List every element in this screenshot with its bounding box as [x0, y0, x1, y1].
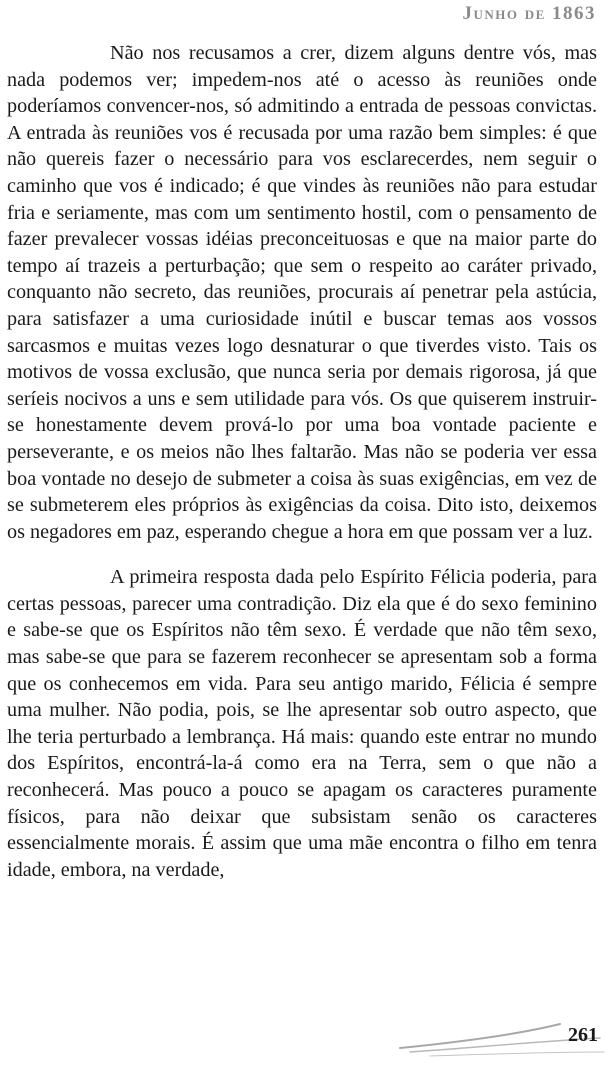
page-footer [0, 1012, 606, 1062]
body-text [7, 40, 597, 883]
page-number: 261 [568, 1024, 598, 1046]
running-header: Junho de 1863 [462, 3, 596, 24]
footer-swoosh-ornament [0, 1012, 606, 1062]
paragraph-1: Não nos recusamos a crer, dizem alguns dentre vós, mas nada podemos ver; impedem-nos até o acesso às reuniões onde poderíamos convencer-nos, só admitindo a entrada de pessoas convictas. A entrada às reuniões vos é recusada por uma razão bem simples: é que não quereis fazer o necessário para vos esclarecerdes, nem seguir o caminho que vos é indicado; é que vindes às reuniões não para estudar fria e seriamente, mas com um sentimento hostil, com o pensamento de fazer prevalecer vossas idéias preconceituosas e que na maior parte do tempo aí trazeis a perturbação; que sem o respeito ao caráter privado, conquanto não secreto, das reuniões, procurais aí penetrar pela astúcia, para satisfazer a uma curiosidade inútil e buscar temas aos vossos sarcasmos e muitas vezes logo desnaturar o que tiverdes visto. Tais os motivos de vossa exclusão, que nunca seria por demais rigorosa, já que seríeis nocivos a uns e sem utilidade para vós. Os que quiserem instruir-se honestamente devem prová-lo por uma boa vontade paciente e perseverante, e os meios não lhes faltarão. Mas não se poderia ver essa boa vontade no desejo de submeter a coisa às suas exigências, em vez de se submeterem eles próprios às exigências da coisa. Dito isto, deixemos os negadores em paz, esperando chegue a hora em que possam ver a luz. [7, 42, 597, 543]
paragraph-2: A primeira resposta dada pelo Espírito Félicia poderia, para certas pessoas, parecer uma contradição. Diz ela que é do sexo feminino e sabe-se que os Espíritos não têm sexo. É verdade que não têm sexo, mas sabe-se que para se fazerem reconhecer se apresentam sob a forma que os conhecemos em vida. Para seu antigo marido, Félicia é sempre uma mulher. Não podia, pois, se lhe apresentar sob outro aspecto, que lhe teria perturbado a lembrança. Há mais: quando este entrar no mundo dos Espíritos, encontrá-la-á como era na Terra, sem o que não a reconhecerá. Mas pouco a pouco se apagam os caracteres puramente físicos, para não deixar que subsistam senão os caracteres essencialmente morais. É assim que uma mãe encontra o filho em tenra idade, embora, na verdade, [7, 566, 597, 881]
